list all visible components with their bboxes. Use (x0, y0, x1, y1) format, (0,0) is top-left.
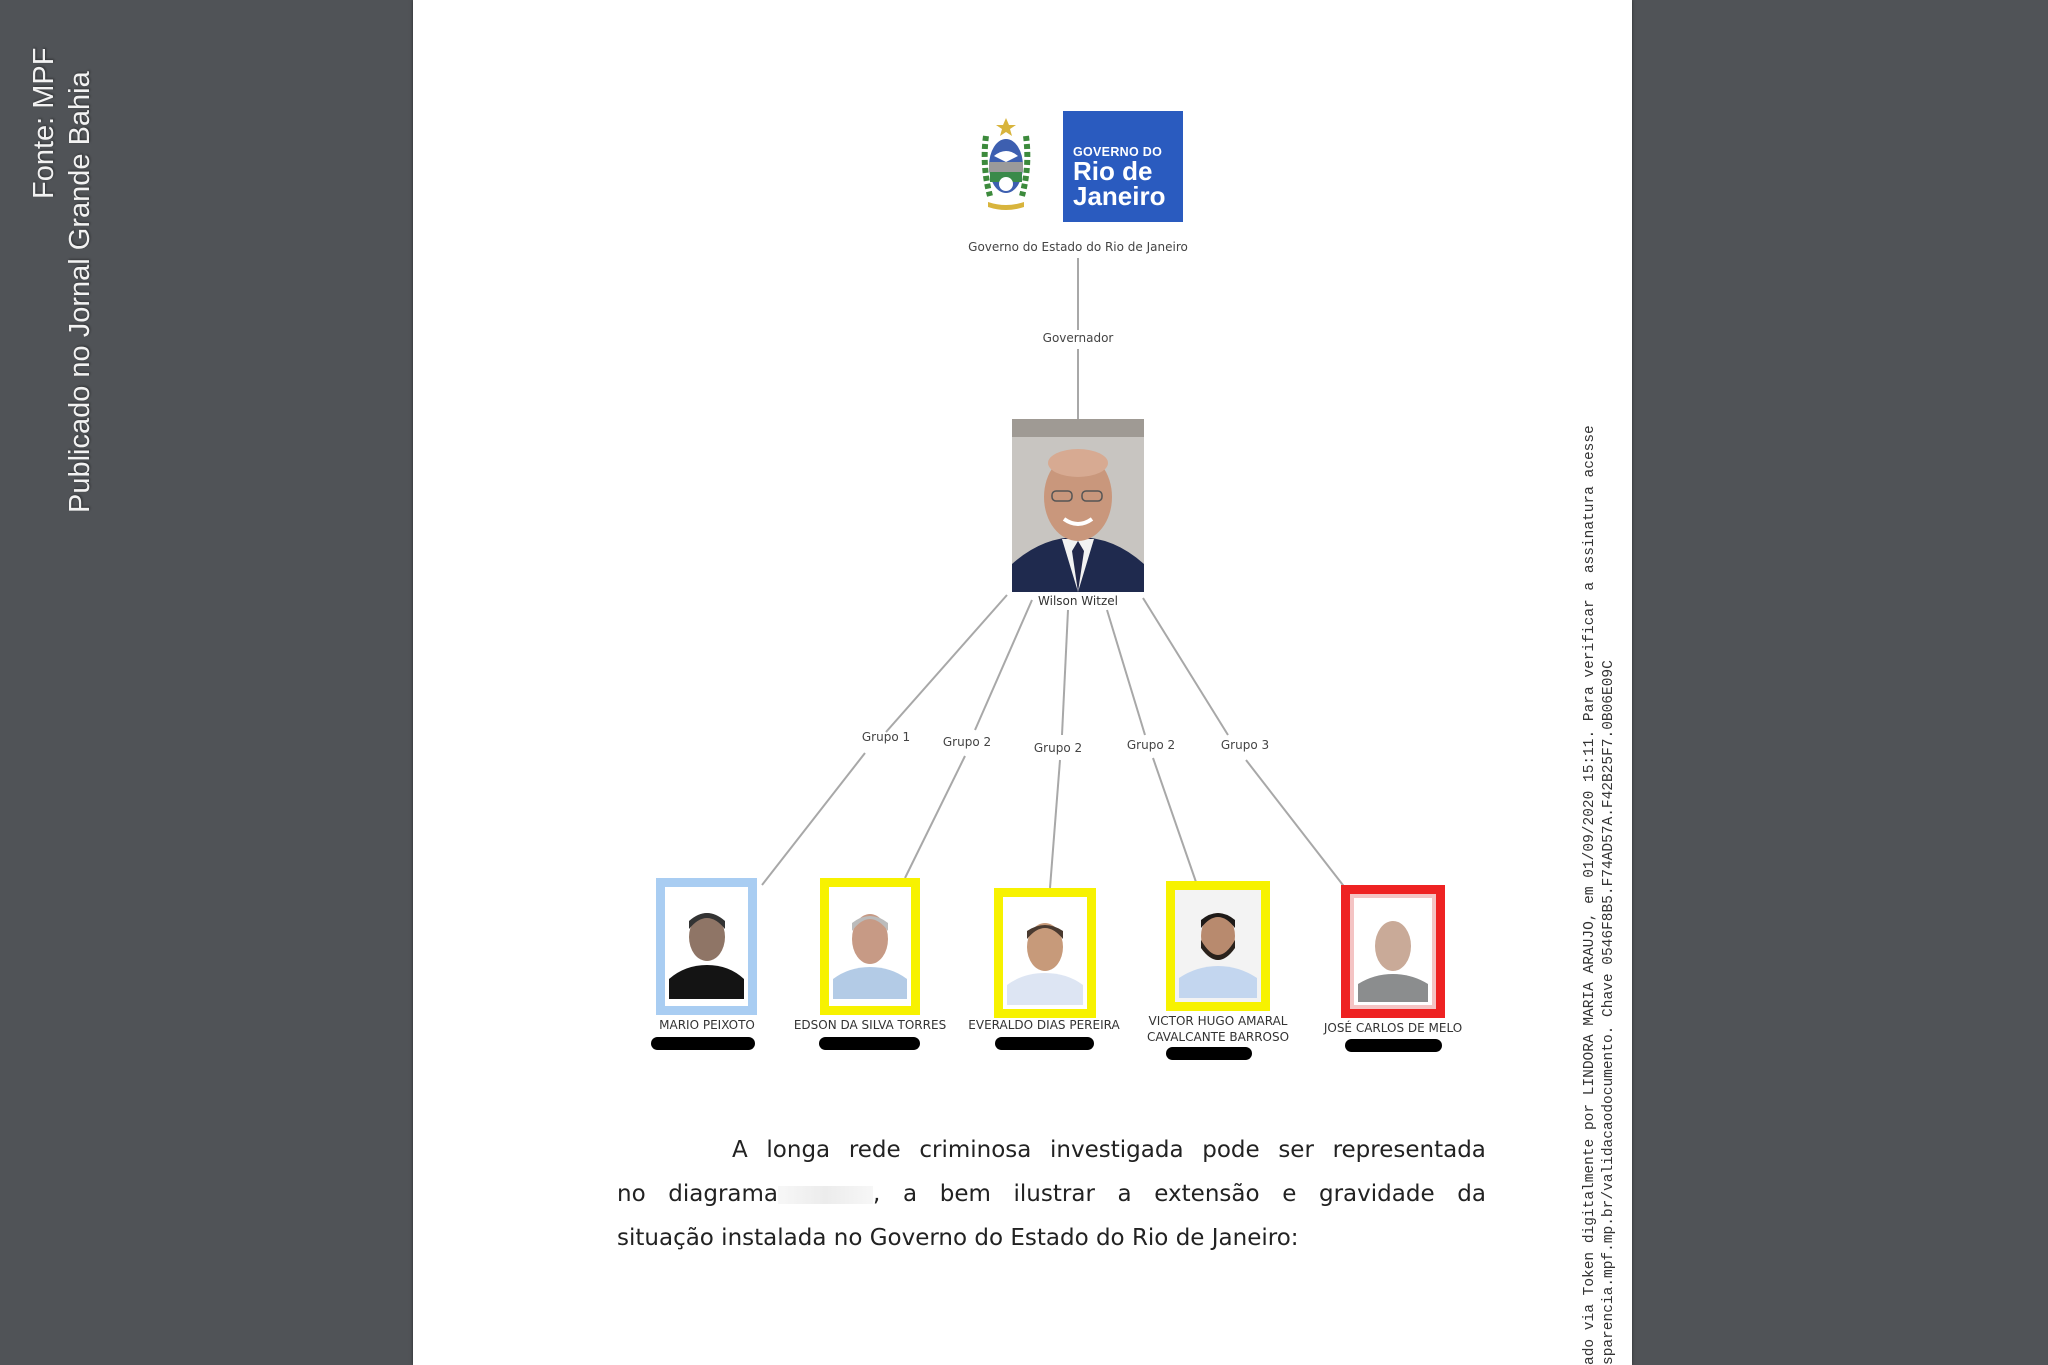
word: ser (1278, 1137, 1314, 1163)
published-caption: Publicado no Jornal Grande Bahia (64, 71, 96, 513)
document-page (413, 0, 1632, 1365)
group-label: Grupo 2 (1033, 741, 1083, 755)
word: longa (766, 1137, 831, 1163)
word: representada (1332, 1137, 1486, 1163)
person-photo-icon (1003, 897, 1087, 1009)
member-name-line1: VICTOR HUGO AMARAL (1148, 1014, 1288, 1028)
word: gravidade (1319, 1181, 1435, 1207)
word: rede (848, 1137, 901, 1163)
paragraph-line-2 (617, 1172, 1486, 1216)
source-caption: Fonte: MPF (28, 47, 60, 199)
redaction-bar (651, 1037, 755, 1050)
word: pode (1202, 1137, 1260, 1163)
member-photo-frame (820, 878, 920, 1015)
member-name: EVERALDO DIAS PEREIRA (968, 1018, 1120, 1032)
redaction-bar (819, 1037, 920, 1050)
word: a (902, 1181, 918, 1207)
word: da (1457, 1181, 1486, 1207)
person-photo-icon (1350, 894, 1436, 1009)
paragraph-line-3: situação instalada no Governo do Estado do Rio de Janeiro: (617, 1225, 1299, 1251)
member-photo-frame (994, 888, 1096, 1018)
word: no (617, 1181, 646, 1207)
word: diagrama (668, 1181, 779, 1207)
signature-stamp-line1: ado via Token digitalmente por LINDORA MARIA ARAUJO, em 01/09/2020 15:11. Para verificar a assinatura acesse (1582, 425, 1598, 1365)
redaction-bar (995, 1037, 1094, 1050)
governador-label: Governador (1042, 331, 1114, 345)
word: criminosa (919, 1137, 1032, 1163)
person-photo-icon (1175, 890, 1261, 1002)
member-name-line2: CAVALCANTE BARROSO (1146, 1030, 1290, 1044)
word: a (1117, 1181, 1132, 1207)
word: e (1282, 1181, 1297, 1207)
person-photo-icon (665, 887, 748, 1006)
member-name: JOSÉ CARLOS DE MELO (1323, 1021, 1463, 1035)
person-photo-icon (829, 887, 911, 1006)
redaction-bar (1166, 1047, 1252, 1060)
head-name: Wilson Witzel (1038, 594, 1118, 608)
member-name: MARIO PEIXOTO (659, 1018, 755, 1032)
signature-stamp-line2: sparencia.mpf.mp.br/validacaodocumento. Chave 0546F8B5.F74AD57A.F42B25F7.0B06E09C (1601, 660, 1617, 1365)
group-label: Grupo 2 (942, 735, 992, 749)
group-label: Grupo 2 (1126, 738, 1176, 752)
word: bem (939, 1181, 991, 1207)
blurred-text (778, 1186, 873, 1204)
word: A (732, 1137, 748, 1163)
member-photo-frame (1166, 881, 1270, 1011)
redaction-bar (1345, 1039, 1442, 1052)
logo-line1: GOVERNO DO (1073, 145, 1163, 159)
logo-caption: Governo do Estado do Rio de Janeiro (968, 240, 1188, 254)
logo-line3: Janeiro (1073, 181, 1166, 211)
member-photo-frame (1341, 885, 1445, 1018)
word: , (873, 1181, 881, 1207)
group-label: Grupo 3 (1220, 738, 1270, 752)
logo-line2: Rio de (1073, 156, 1153, 186)
paragraph-line-1 (617, 1128, 1486, 1172)
word: investigada (1050, 1137, 1184, 1163)
member-photo-frame (656, 878, 757, 1015)
member-name: EDSON DA SILVA TORRES (793, 1018, 947, 1032)
word: extensão (1154, 1181, 1260, 1207)
group-label: Grupo 1 (861, 730, 911, 744)
word: ilustrar (1013, 1181, 1095, 1207)
body-paragraph (617, 1128, 1486, 1260)
